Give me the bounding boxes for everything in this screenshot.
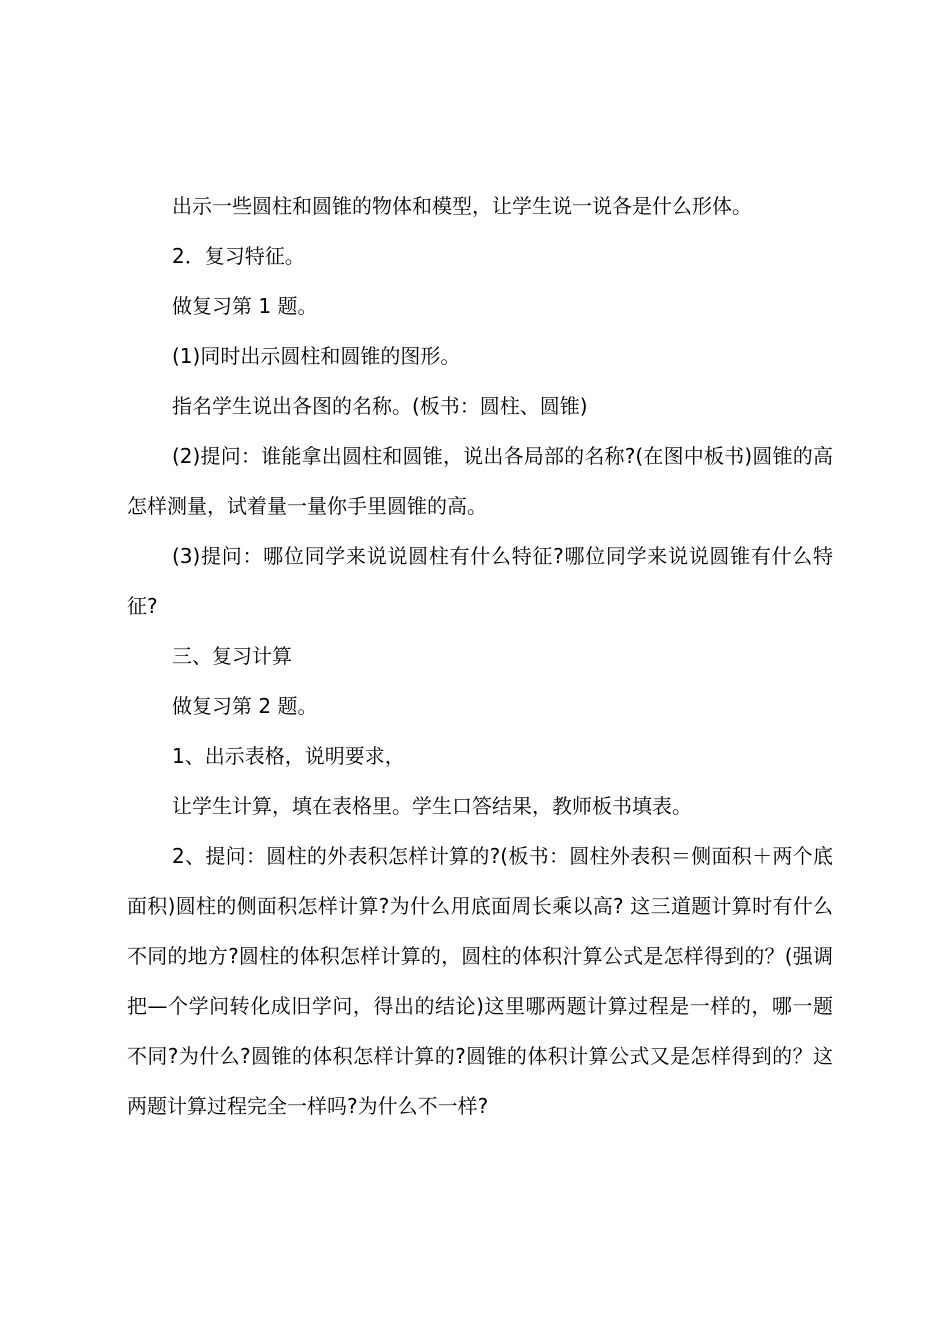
- paragraph: (1)同时出示圆柱和圆锥的图形。: [172, 344, 461, 368]
- paragraph: 1、出示表格，说明要求，: [172, 744, 405, 768]
- document-body: [127, 181, 833, 1131]
- paragraph: 2、提问：圆柱的外表积怎样计算的?(板书：圆柱外表积＝侧面积＋两个底面积)圆柱的侧面积怎样计算?为什么用底面周长乘以高? 这三道题计算时有什么不同的地方?圆柱的体积怎样计算的，圆柱的体积汁算公式是怎样得到的？(强调把—个学问转化成旧学问，得出的结论)这里哪两题计算过程是一样的，哪一题不同?为什么?圆锥的体积怎样计算的?圆锥的体积计算公式又是怎样得到的？这两题计算过程完全一样吗?为什么不一样?: [127, 844, 833, 1118]
- paragraph: 2．复习特征。: [172, 244, 305, 268]
- paragraph: (3)提问：哪位同学来说说圆柱有什么特征?哪位同学来说说圆锥有什么特征?: [127, 544, 833, 618]
- paragraph: 指名学生说出各图的名称。(板书：圆柱、圆锥): [172, 394, 588, 418]
- paragraph: 做复习第 1 题。: [172, 294, 318, 318]
- paragraph: 让学生计算，填在表格里。学生口答结果，教师板书填表。: [172, 794, 692, 818]
- paragraph: 出示一些圆柱和圆锥的物体和模型，让学生说一说各是什么形体。: [172, 194, 752, 218]
- paragraph: (2)提问：谁能拿出圆柱和圆锥，说出各局部的名称?(在图中板书)圆锥的高怎样测量，试着量一量你手里圆锥的高。: [127, 444, 833, 518]
- paragraph: 做复习第 2 题。: [172, 694, 318, 718]
- section-heading: 三、复习计算: [172, 644, 292, 668]
